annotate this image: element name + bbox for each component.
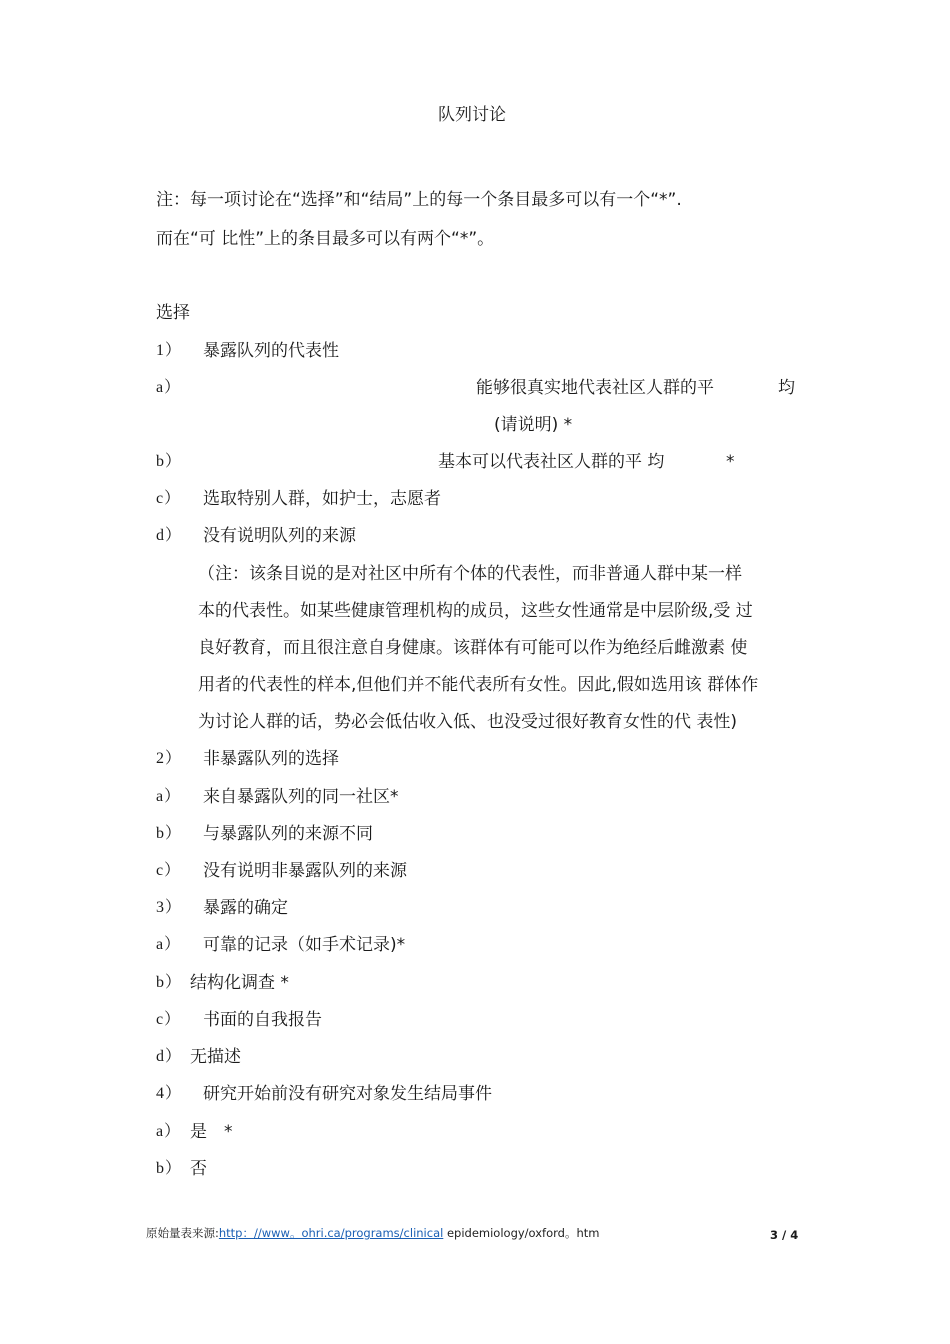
option-label: b） bbox=[156, 825, 183, 842]
option-label: c） bbox=[156, 490, 182, 507]
option-text-tail: 均 bbox=[778, 378, 795, 398]
section-heading-selection: 选择 bbox=[156, 303, 190, 323]
option-text: 来自暴露队列的同一社区* bbox=[203, 787, 399, 807]
option-label: b） bbox=[156, 974, 183, 991]
option-label: b） bbox=[156, 453, 183, 470]
option-star: * bbox=[224, 1122, 233, 1142]
option-text: 选取特别人群，如护士，志愿者 bbox=[203, 489, 441, 509]
item-number: 2） bbox=[156, 750, 183, 767]
option-text-continued: (请说明) * bbox=[494, 415, 573, 435]
explanation-line: 为讨论人群的话，势必会低估收入低、也没受过很好教育女性的代 表性) bbox=[198, 712, 738, 732]
option-text: 可靠的记录（如手术记录)* bbox=[203, 935, 406, 955]
option-text: 结构化调查 * bbox=[190, 973, 289, 993]
option-text: 否 bbox=[190, 1159, 207, 1179]
page-number: 3 / 4 bbox=[770, 1228, 799, 1242]
explanation-line: 良好教育，而且很注意自身健康。该群体有可能可以作为绝经后雌激素 使 bbox=[198, 638, 748, 658]
option-label: c） bbox=[156, 1011, 182, 1028]
option-text: 无描述 bbox=[190, 1047, 241, 1067]
item-number: 4） bbox=[156, 1085, 183, 1102]
option-label: a） bbox=[156, 936, 182, 953]
item-question: 非暴露队列的选择 bbox=[203, 749, 339, 769]
option-label: a） bbox=[156, 379, 182, 396]
option-label: d） bbox=[156, 527, 183, 544]
item-number: 3） bbox=[156, 899, 183, 916]
footer-source bbox=[146, 1225, 599, 1241]
page-title: 队列讨论 bbox=[438, 105, 506, 125]
option-text: 是 bbox=[190, 1122, 207, 1142]
option-label: c） bbox=[156, 862, 182, 879]
option-text: 能够很真实地代表社区人群的平 bbox=[476, 378, 714, 398]
option-text: 书面的自我报告 bbox=[203, 1010, 322, 1030]
option-label: a） bbox=[156, 788, 182, 805]
item-question: 暴露队列的代表性 bbox=[203, 341, 339, 361]
item-question: 研究开始前没有研究对象发生结局事件 bbox=[203, 1084, 492, 1104]
option-star: * bbox=[726, 452, 735, 472]
option-text: 没有说明队列的来源 bbox=[203, 526, 356, 546]
explanation-line: 用者的代表性的样本,但他们并不能代表所有女性。因此,假如选用该 群体作 bbox=[198, 675, 759, 695]
option-label: b） bbox=[156, 1160, 183, 1177]
item-question: 暴露的确定 bbox=[203, 898, 288, 918]
option-label: a） bbox=[156, 1123, 182, 1140]
option-text: 没有说明非暴露队列的来源 bbox=[203, 861, 407, 881]
option-label: d） bbox=[156, 1048, 183, 1065]
note-line-1: 注：每一项讨论在“选择”和“结局”上的每一个条目最多可以有一个“*”. bbox=[156, 190, 682, 210]
explanation-line: 本的代表性。如某些健康管理机构的成员，这些女性通常是中层阶级,受 过 bbox=[198, 601, 753, 621]
option-text: 基本可以代表社区人群的平 均 bbox=[438, 452, 665, 472]
footer-source-suffix: epidemiology/oxford。htm bbox=[443, 1226, 600, 1240]
footer-source-prefix: 原始量表来源: bbox=[146, 1226, 219, 1240]
footer-source-link[interactable]: http：//www。ohri.ca/programs/clinical bbox=[218, 1226, 444, 1240]
item-number: 1） bbox=[156, 342, 183, 359]
explanation-line: （注：该条目说的是对社区中所有个体的代表性，而非普通人群中某一样 bbox=[198, 564, 742, 584]
note-line-2: 而在“可 比性”上的条目最多可以有两个“*”。 bbox=[156, 229, 495, 249]
option-text: 与暴露队列的来源不同 bbox=[203, 824, 373, 844]
